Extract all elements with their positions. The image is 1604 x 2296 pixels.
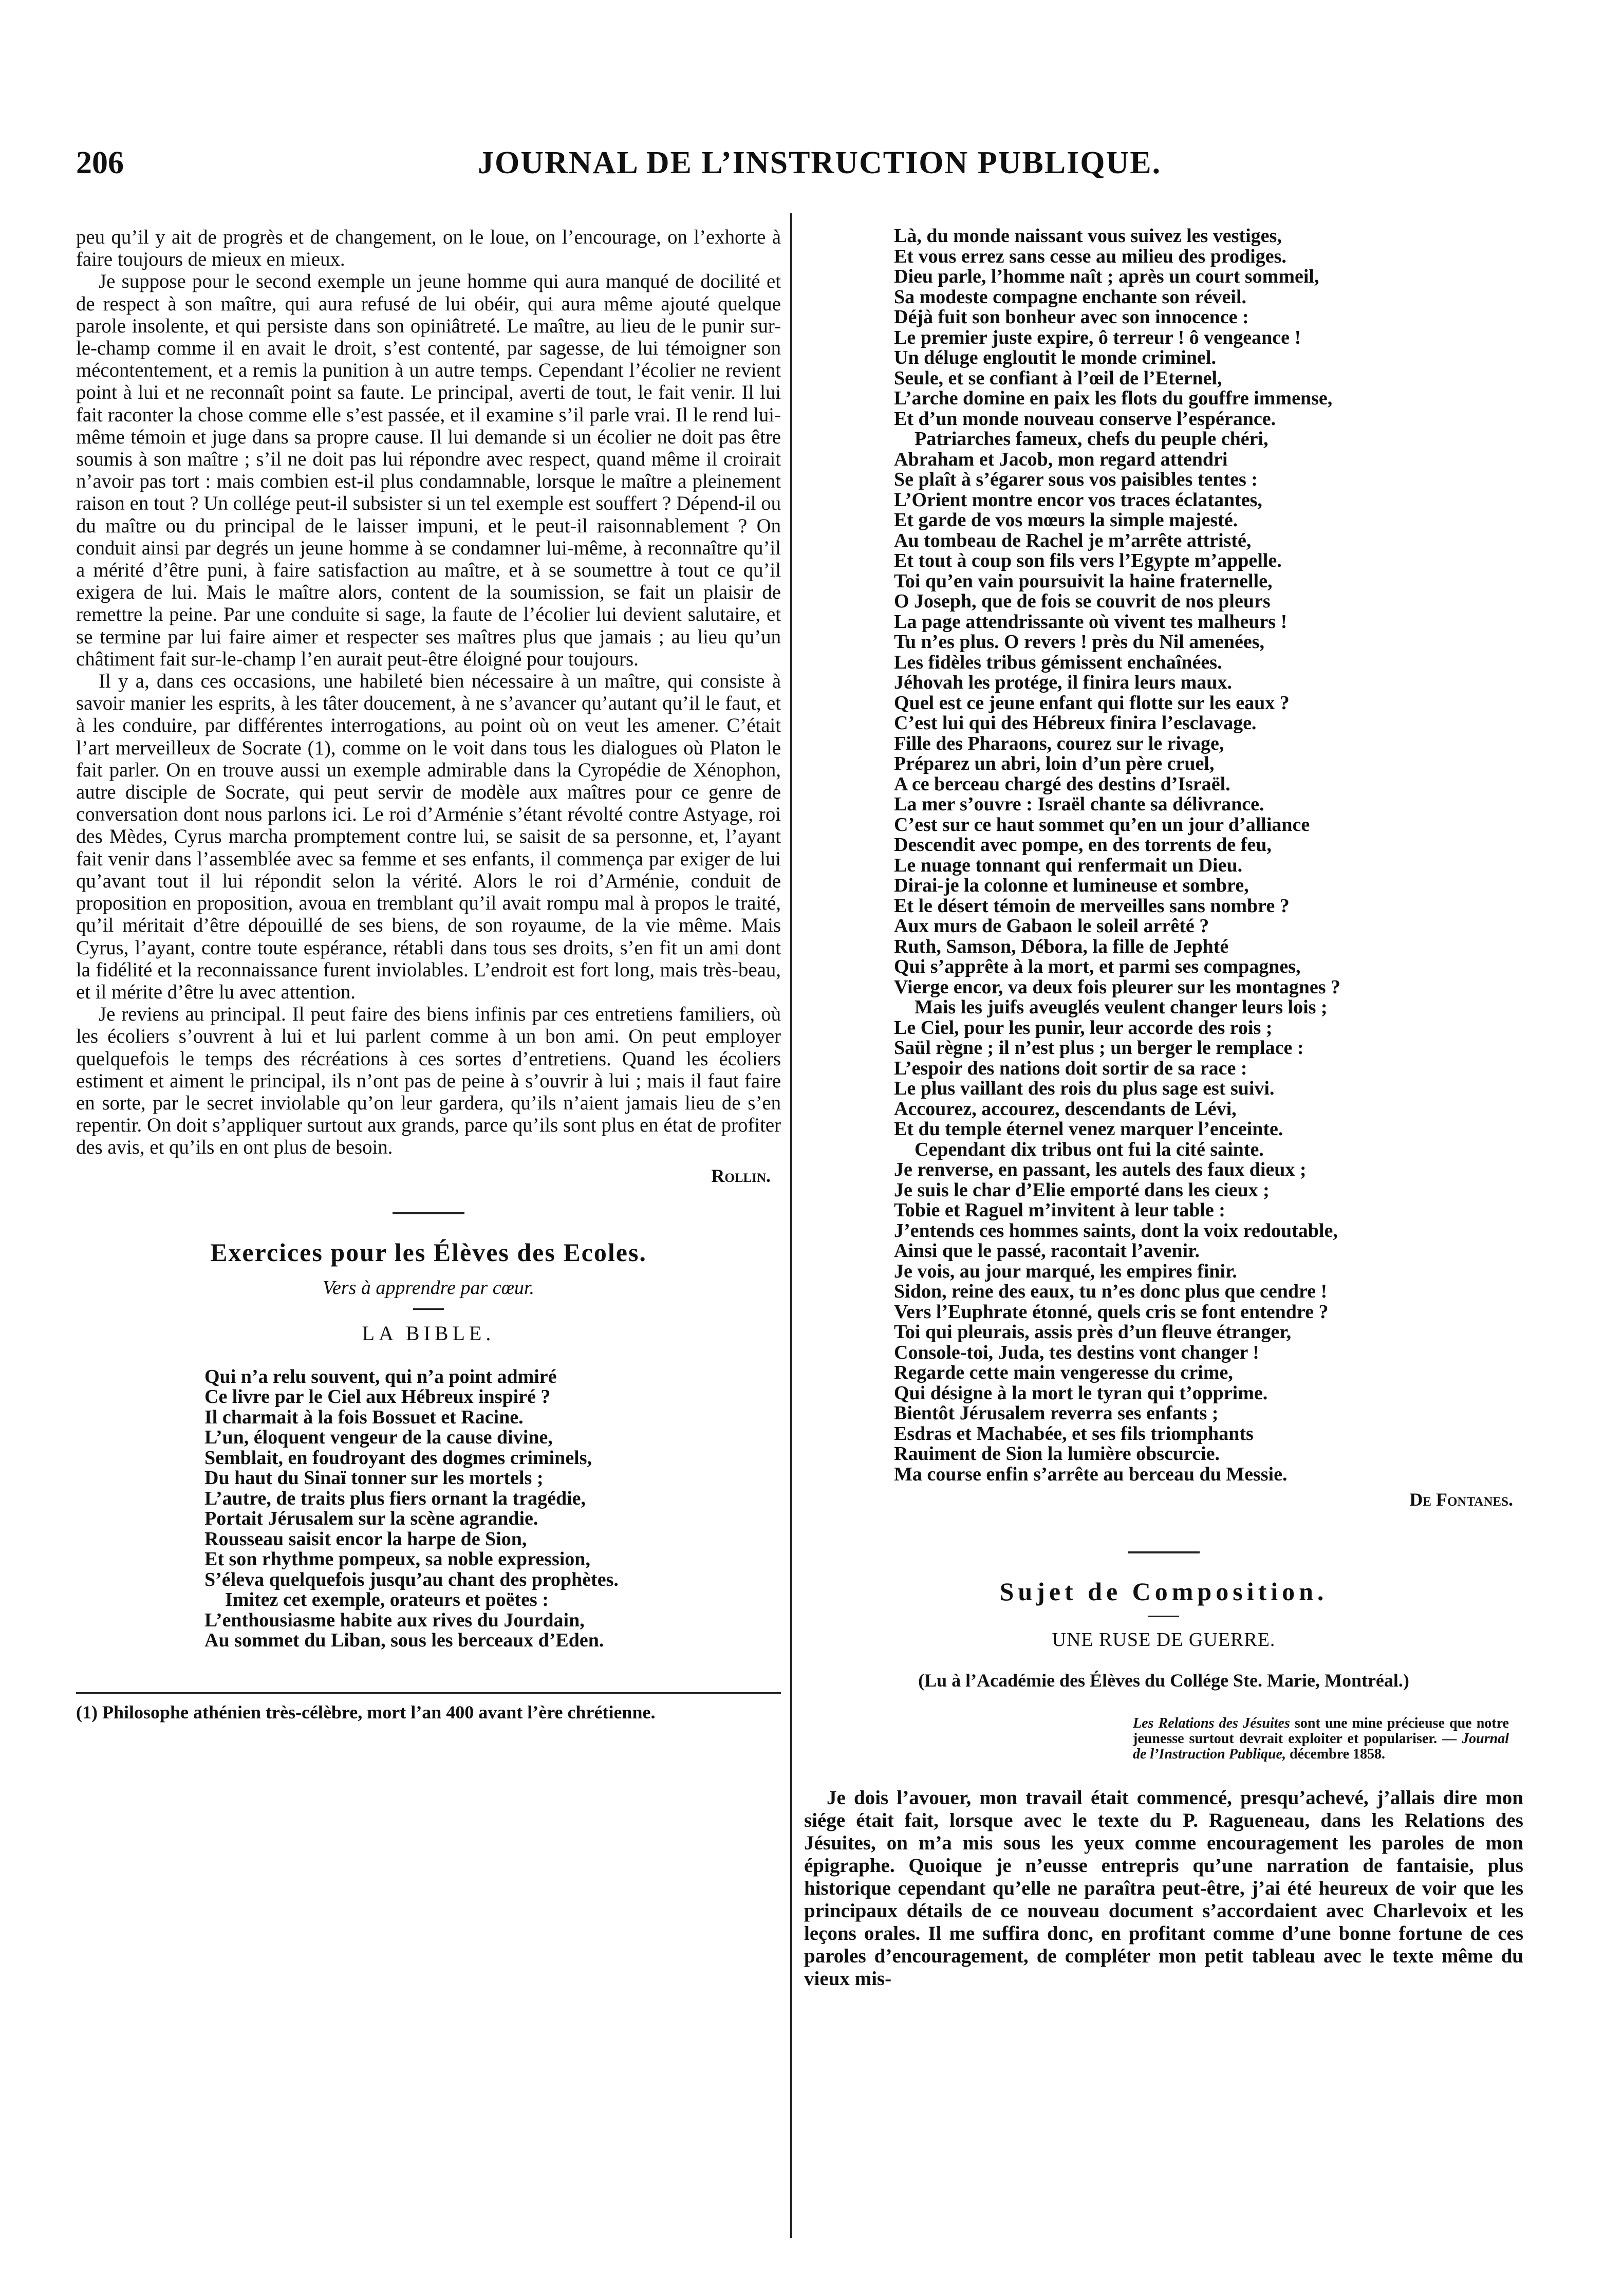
poem-line: Portait Jérusalem sur la scène agrandie. — [204, 1508, 538, 1530]
poem-line: Toi qu’en vain poursuivit la haine fraternelle, — [894, 570, 1273, 592]
page-number: 206 — [76, 145, 124, 180]
poem-line: Le premier juste expire, ô terreur ! ô vengeance ! — [894, 326, 1301, 348]
poem-line: Le nuage tonnant qui renfermait un Dieu. — [894, 854, 1243, 876]
section-rule — [1128, 1551, 1200, 1553]
poem-line: Qui désigne à la mort le tyran qui t’opprime. — [894, 1382, 1268, 1404]
footnote-rule — [76, 1692, 781, 1694]
poem-line: Le Ciel, pour les punir, leur accorde des rois ; — [894, 1016, 1273, 1039]
poem-line: Jéhovah les protége, il finira leurs maux. — [894, 672, 1232, 693]
poem-line: Seule, et se confiant à l’œil de l’Eternel, — [894, 367, 1222, 389]
poem-line: Il charmait à la fois Bossuet et Racine. — [204, 1406, 524, 1428]
poem-line: Fille des Pharaons, courez sur le rivage, — [894, 732, 1224, 754]
epigraph-date: décembre 1858. — [1285, 1746, 1386, 1762]
poem-line: Toi qui pleurais, assis près d’un fleuve étranger, — [894, 1321, 1292, 1343]
poem-line: Et d’un monde nouveau conserve l’espérance. — [894, 408, 1276, 430]
poem-line: A ce berceau chargé des destins d’Israël. — [894, 773, 1230, 795]
poem-line: La page attendrissante où vivent tes malheurs ! — [894, 610, 1288, 633]
poem-line: Esdras et Machabée, et ses fils triomphants — [894, 1422, 1254, 1445]
poem-line: Se plaît à s’égarer sous vos paisibles tentes : — [894, 469, 1258, 490]
poem-line: O Joseph, que de fois se couvrit de nos pleurs — [894, 590, 1271, 612]
poem-line: Et le désert témoin de merveilles sans nombre ? — [894, 895, 1290, 917]
paragraph: Je dois l’avouer, mon travail était commencé, presqu’achevé, j’allais dire mon siége était fait, lorsque avec le texte du P. Ragueneau, dans les Relations des Jésuites, on m’a mis sous les yeux comme encouragement les paroles de mon épigraphe. Quoique je n’eusse entrepris qu’une narration de fantaisie, plus historique cependant qu’elle ne paraîtra peut-être, j’ai été heureux de voir que les principaux détails de ce nouveau document s’accordaient avec Charlevoix et les leçons orales. Il me suffira donc, en profitant comme d’une bonne fortune de ces paroles d’encouragement, de compléter mon petit tableau avec le texte même du vieux mis- — [804, 1787, 1523, 1990]
poem-line: Dirai-je la colonne et lumineuse et sombre, — [894, 875, 1249, 896]
epigraph-source: Les Relations des Jésuites — [1133, 1715, 1290, 1731]
poem-line: Quel est ce jeune enfant qui flotte sur les eaux ? — [894, 692, 1290, 714]
poem-line: Je vois, au jour marqué, les empires finir. — [894, 1260, 1237, 1282]
poem-line: Mais les juifs aveuglés veulent changer leurs lois ; — [915, 996, 1328, 1018]
poem-line: L’enthousiasme habite aux rives du Jourdain, — [204, 1609, 585, 1631]
poem-line: Qui n’a relu souvent, qui n’a point admiré — [204, 1365, 557, 1387]
poem-line: Descendit avec pompe, en des torrents de feu, — [894, 834, 1272, 856]
poem-line: Là, du monde naissant vous suivez les vestiges, — [894, 225, 1282, 247]
poem-line: Patriarches fameux, chefs du peuple chéri, — [915, 428, 1269, 450]
poem-line: Cependant dix tribus ont fui la cité sainte. — [915, 1138, 1264, 1160]
poem-line: C’est sur ce haut sommet qu’en un jour d’alliance — [894, 813, 1310, 836]
poem-line: Sidon, reine des eaux, tu n’es donc plus que cendre ! — [894, 1281, 1328, 1302]
poem-line: Un déluge engloutit le monde criminel. — [894, 347, 1216, 368]
poem-line: L’espoir des nations doit sortir de sa race : — [894, 1057, 1247, 1079]
footnote: (1) Philosophe athénien très-célèbre, mort l’an 400 avant l’ère chrétienne. — [76, 1701, 656, 1723]
poem-line: C’est lui qui des Hébreux finira l’esclavage. — [894, 712, 1257, 734]
poem-title: LA BIBLE. — [362, 1321, 495, 1345]
poem-line: Accourez, accourez, descendants de Lévi, — [894, 1098, 1237, 1120]
poem-line: Le plus vaillant des rois du plus sage est suivi. — [894, 1078, 1275, 1099]
poem-line: Semblait, en foudroyant des dogmes criminels, — [204, 1447, 592, 1469]
poem-line: Et garde de vos mœurs la simple majesté. — [894, 509, 1238, 531]
poem-line: Aux murs de Gabaon le soleil arrêté ? — [894, 915, 1209, 937]
poem-line: Regarde cette main vengeresse du crime, — [894, 1362, 1233, 1383]
poem-line: Abraham et Jacob, mon regard attendri — [894, 448, 1228, 470]
poem-line: Vers l’Euphrate étonné, quels cris se font entendre ? — [894, 1301, 1329, 1323]
poem-line: Saül règne ; il n’est plus ; un berger le remplace : — [894, 1037, 1304, 1059]
epigraph — [1133, 1716, 1509, 1762]
poem-line: Préparez un abri, loin d’un père cruel, — [894, 753, 1215, 774]
article-source: (Lu à l’Académie des Élèves du Collége Ste. Marie, Montréal.) — [918, 1670, 1409, 1691]
poem-line: Console-toi, Juda, tes destins vont changer ! — [894, 1341, 1259, 1363]
column-divider — [790, 213, 792, 2238]
poem-line: Rousseau saisit encor la harpe de Sion, — [204, 1528, 527, 1550]
section-title-composition: Sujet de Composition. — [999, 1577, 1328, 1606]
running-head: JOURNAL DE L’INSTRUCTION PUBLIQUE. — [478, 145, 1162, 180]
poem-line: L’autre, de traits plus fiers ornant la tragédie, — [204, 1487, 586, 1509]
subtitle-rule — [413, 1308, 444, 1310]
poem-line: Au tombeau de Rachel je m’arrête attristé, — [894, 529, 1252, 551]
poem-line: Et son rhythme pompeux, sa noble expression, — [204, 1548, 590, 1570]
poem-line: Et vous errez sans cesse au milieu des prodiges. — [894, 245, 1286, 267]
signature-rollin: Rollin. — [711, 1165, 771, 1186]
poem-line: L’arche domine en paix les flots du gouffre immense, — [894, 387, 1333, 409]
poem-line: Au sommet du Liban, sous les berceaux d’Eden. — [204, 1630, 604, 1652]
poem-line: Je renverse, en passant, les autels des faux dieux ; — [894, 1159, 1307, 1180]
poem-line: Ainsi que le passé, racontait l’avenir. — [894, 1240, 1200, 1262]
poem-line: Tobie et Raguel m’invitent à leur table : — [894, 1199, 1225, 1221]
poem-right — [804, 226, 1523, 1485]
paragraph: Je suppose pour le second exemple un jeune homme qui aura manqué de docilité et de respect à son maître, qui aura refusé de lui obéir, qui aura même ajouté quelque parole insolente, et qui persiste dans son opiniâtreté. Le maître, au lieu de le punir sur-le-champ comme il en avait le droit, s’est contenté, par sagesse, de lui témoigner son mécontentement, et a remis la punition à un autre temps. Cependant l’écolier ne revient point à lui et ne reconnaît point sa faute. Le principal, averti de tout, le fait venir. Il lui fait raconter la chose comme elle s’est passée, et il examine s’il parle vrai. Il le rend lui-même témoin et juge dans sa propre cause. Il lui demande si un écolier ne doit pas être soumis à son maître ; s’il ne doit pas lui répondre avec respect, quand même il croirait n’avoir pas tort : mais combien est-il plus condamnable, lorsque le maître a pleinement raison en tout ? Un collége peut-il subsister si un tel exemple est souffert ? Dépend-il ou du maître ou du principal de le laisser impuni, et le peut-il raisonnablement ? On conduit ainsi par degrés un jeune homme à se condamner lui-même, à reconnaître qu’il a mérité d’être puni, à faire satisfaction au maître, et à se soumettre à tout ce qu’il exigera de lui. Mais le maître alors, content de la soumission, se fait un plaisir de remettre la peine. Par une conduite si sage, la faute de l’écolier lui devient salutaire, et se termine par lui faire aimer et respecter ses maîtres plus que jamais ; au lieu qu’un châtiment fait sur-le-champ l’en aurait peut-être éloigné pour toujours. — [76, 270, 781, 670]
poem-line: Dieu parle, l’homme naît ; après un court sommeil, — [894, 266, 1319, 287]
section-title-exercices: Exercices pour les Élèves des Ecoles. — [210, 1237, 647, 1267]
left-prose — [76, 226, 781, 1159]
poem-line: Rauiment de Sion la lumière obscurcie. — [894, 1443, 1220, 1465]
article-body — [804, 1787, 1523, 1990]
section-subtitle: Vers à apprendre par cœur. — [322, 1276, 534, 1299]
paragraph: Je reviens au principal. Il peut faire des biens infinis par ces entretiens familiers, où les écoliers s’ouvrent à lui et lui parlent comme à un bon ami. On peut employer quelquefois le temps des récréations à ces sortes d’entretiens. Quand les écoliers estiment et aiment le principal, ils n’ont pas de peine à s’ouvrir à lui ; mais il faut faire en sorte, par le secret inviolable qu’on leur gardera, qu’ils n’aient jamais lieu de s’en repentir. On doit s’appliquer surtout aux grands, parce qu’ils sont plus en état de profiter des avis, et qu’ils en ont plus de besoin. — [76, 1003, 781, 1159]
poem-line: Vierge encor, va deux fois pleurer sur les montagnes ? — [894, 976, 1341, 998]
right-column — [804, 226, 1523, 1990]
poem-line: Les fidèles tribus gémissent enchaînées. — [894, 651, 1222, 673]
poem-left — [76, 1367, 781, 1651]
article-title: UNE RUSE DE GUERRE. — [1052, 1629, 1276, 1651]
poem-line: Et tout à coup son fils vers l’Egypte m’appelle. — [894, 550, 1282, 571]
poem-line: Bientôt Jérusalem reverra ses enfants ; — [894, 1402, 1219, 1424]
poem-line: Et du temple éternel venez marquer l’enceinte. — [894, 1118, 1283, 1140]
poem-line: Imitez cet exemple, orateurs et poëtes : — [225, 1589, 549, 1611]
poem-line: Déjà fuit son bonheur avec son innocence : — [894, 306, 1249, 328]
poem-line: Ruth, Samson, Débora, la fille de Jephté — [894, 935, 1229, 957]
poem-line: Ma course enfin s’arrête au berceau du Messie. — [894, 1463, 1288, 1485]
poem-line: Ce livre par le Ciel aux Hébreux inspiré ? — [204, 1386, 551, 1408]
poem-line: S’éleva quelquefois jusqu’au chant des prophètes. — [204, 1568, 619, 1590]
poem-line: L’Orient montre encor vos traces éclatantes, — [894, 489, 1262, 511]
poem-line: Sa modeste compagne enchante son réveil. — [894, 286, 1247, 308]
paragraph: Il y a, dans ces occasions, une habileté bien nécessaire à un maître, qui consiste à savoir manier les esprits, à les tâter doucement, à ne s’avancer qu’autant qu’il le faut, et à les conduire, par différentes interrogations, au point où on veut les amener. C’était l’art merveilleux de Socrate (1), comme on le voit dans tous les dialogues où Platon le fait parler. On en trouve aussi un exemple admirable dans la Cyropédie de Xénophon, autre disciple de Socrate, qui peut servir de modèle aux maîtres pour ce genre de conversation dont nous parlons ici. Le roi d’Arménie s’étant révolté contre Astyage, roi des Mèdes, Cyrus marcha promptement contre lui, se saisit de sa personne, et, l’ayant fait venir dans l’assemblée avec sa femme et ses enfants, il commença par exiger de lui qu’avant tout il lui répondit selon la vérité. Alors le roi d’Arménie, conduit de proposition en proposition, avoua en tremblant qu’il avait rompu mal à propos le traité, qu’il méritait d’être dépouillé de ses biens, de son royaume, de la vie même. Mais Cyrus, l’ayant, contre toute espérance, rétabli dans tous ses droits, s’en fit un ami dont la fidélité et la reconnaissance furent inviolables. L’endroit est fort long, mais très-beau, et il mérite d’être lu avec attention. — [76, 670, 781, 1003]
signature-fontanes: De Fontanes. — [1409, 1489, 1513, 1510]
section-rule — [393, 1212, 464, 1214]
poem-line: Je suis le char d’Elie emporté dans les cieux ; — [894, 1179, 1270, 1201]
poem-line: Qui s’apprête à la mort, et parmi ses compagnes, — [894, 956, 1301, 977]
poem-line: Du haut du Sinaï tonner sur les mortels ; — [204, 1467, 544, 1489]
poem-line: J’entends ces hommes saints, dont la voix redoutable, — [894, 1219, 1338, 1242]
poem-line: L’un, éloquent vengeur de la cause divine, — [204, 1427, 553, 1449]
epigraph-journal: Journal de l’Instruction Publique, — [1133, 1731, 1509, 1762]
poem-line: Tu n’es plus. O revers ! près du Nil amenées, — [894, 631, 1264, 653]
title-rule — [1148, 1616, 1179, 1617]
paragraph: peu qu’il y ait de progrès et de changement, on le loue, on l’encourage, on l’exhorte à faire toujours de mieux en mieux. — [76, 226, 781, 271]
epigraph-text: sont une mine précieuse que notre jeunesse surtout devrait exploiter et populariser. — — [1133, 1715, 1509, 1747]
left-column — [76, 226, 781, 1723]
poem-line: La mer s’ouvre : Israël chante sa délivrance. — [894, 793, 1264, 815]
